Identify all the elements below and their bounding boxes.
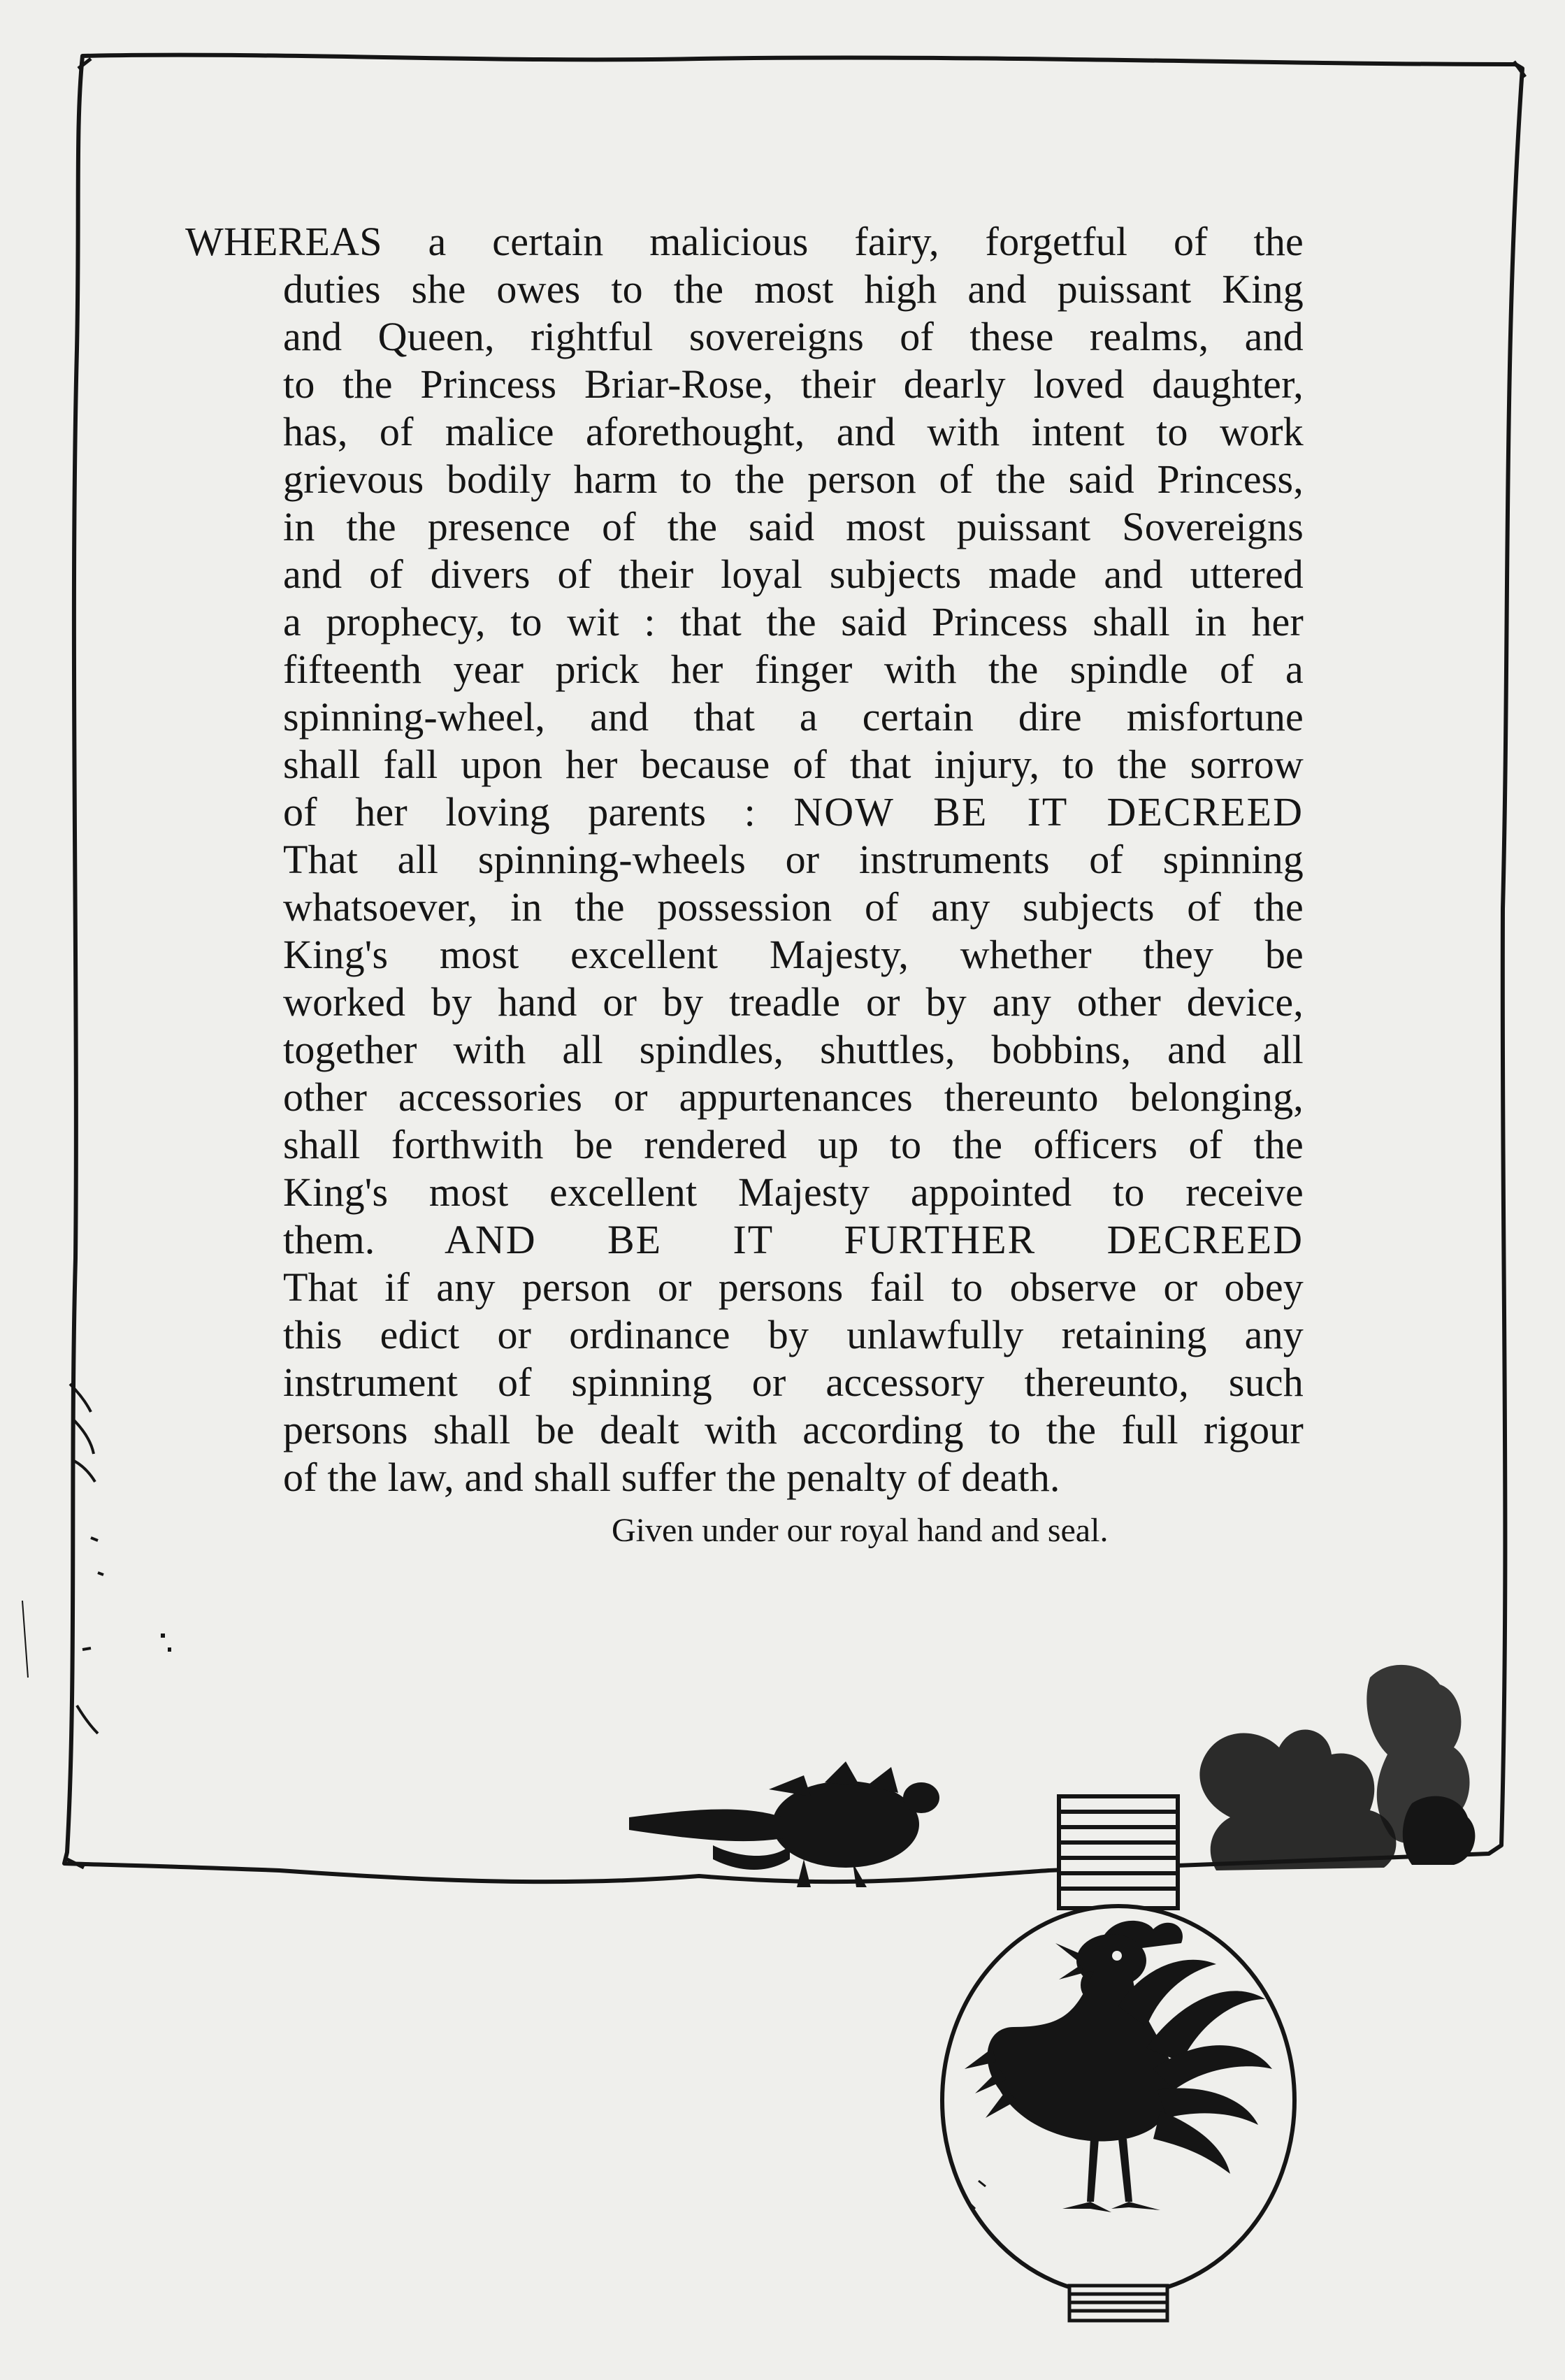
text-line: has, of malice aforethought, and with intent to work [283, 409, 1304, 454]
text-line: whatsoever, in the possession of any subjects of the [283, 884, 1304, 930]
lantern-cap [1059, 1796, 1178, 1908]
text-line: shall fall upon her because of that injury, to the sorrow [283, 742, 1304, 787]
text-line: instrument of spinning or accessory thereunto, such [283, 1360, 1304, 1405]
rooster-lantern [942, 1906, 1294, 2295]
opening-word: WHEREAS [185, 219, 382, 264]
decree-heading: AND BE IT FURTHER DECREED [445, 1217, 1304, 1262]
text-line: shall forthwith be rendered up to the officers of the [283, 1122, 1304, 1167]
text-line: of the law, and shall suffer the penalty of death. [283, 1455, 1060, 1500]
lantern-base [1069, 2286, 1167, 2321]
signoff-line: Given under our royal hand and seal. [612, 1512, 1109, 1549]
text-line: of her loving parents : NOW BE IT DECREED [283, 789, 1304, 835]
text-line: fifteenth year prick her finger with the spindle of a [283, 647, 1304, 692]
text-line: King's most excellent Majesty appointed to receive [283, 1169, 1304, 1215]
text-line: spinning-wheel, and that a certain dire misfortune [283, 694, 1304, 740]
text-line: and Queen, rightful sovereigns of these realms, and [283, 314, 1304, 359]
ink-shrubs [1199, 1665, 1475, 1870]
text-line: this edict or ordinance by unlawfully retaining any [283, 1312, 1304, 1357]
text-line: That all spinning-wheels or instruments of spinning [283, 837, 1304, 882]
text-line: together with all spindles, shuttles, bobbins, and all [283, 1027, 1304, 1072]
text-line: and of divers of their loyal subjects made and uttered [283, 551, 1304, 597]
text-line: grievous bodily harm to the person of the said Princess, [283, 456, 1304, 502]
text-line: That if any person or persons fail to observe or obey [283, 1264, 1304, 1310]
text-line: other accessories or appurtenances thereunto belonging, [283, 1074, 1304, 1120]
text-line: duties she owes to the most high and puissant King [283, 266, 1304, 312]
decree-heading: NOW BE IT DECREED [793, 789, 1304, 835]
text-line: them. AND BE IT FURTHER DECREED [283, 1217, 1304, 1262]
ink-splatter [629, 1761, 939, 1887]
text-line: in the presence of the said most puissant Sovereigns [283, 504, 1304, 549]
text-line: persons shall be dealt with according to the full rigour [283, 1407, 1304, 1452]
text-line: King's most excellent Majesty, whether they be [283, 932, 1304, 977]
text-line: a prophecy, to wit : that the said Princess shall in her [283, 599, 1304, 644]
text-line: worked by hand or by treadle or by any other device, [283, 979, 1304, 1025]
text-line: WHEREAS a certain malicious fairy, forgetful of the [185, 219, 1304, 264]
text-line: to the Princess Briar-Rose, their dearly loved daughter, [283, 361, 1304, 407]
margin-marks [22, 1384, 171, 1733]
